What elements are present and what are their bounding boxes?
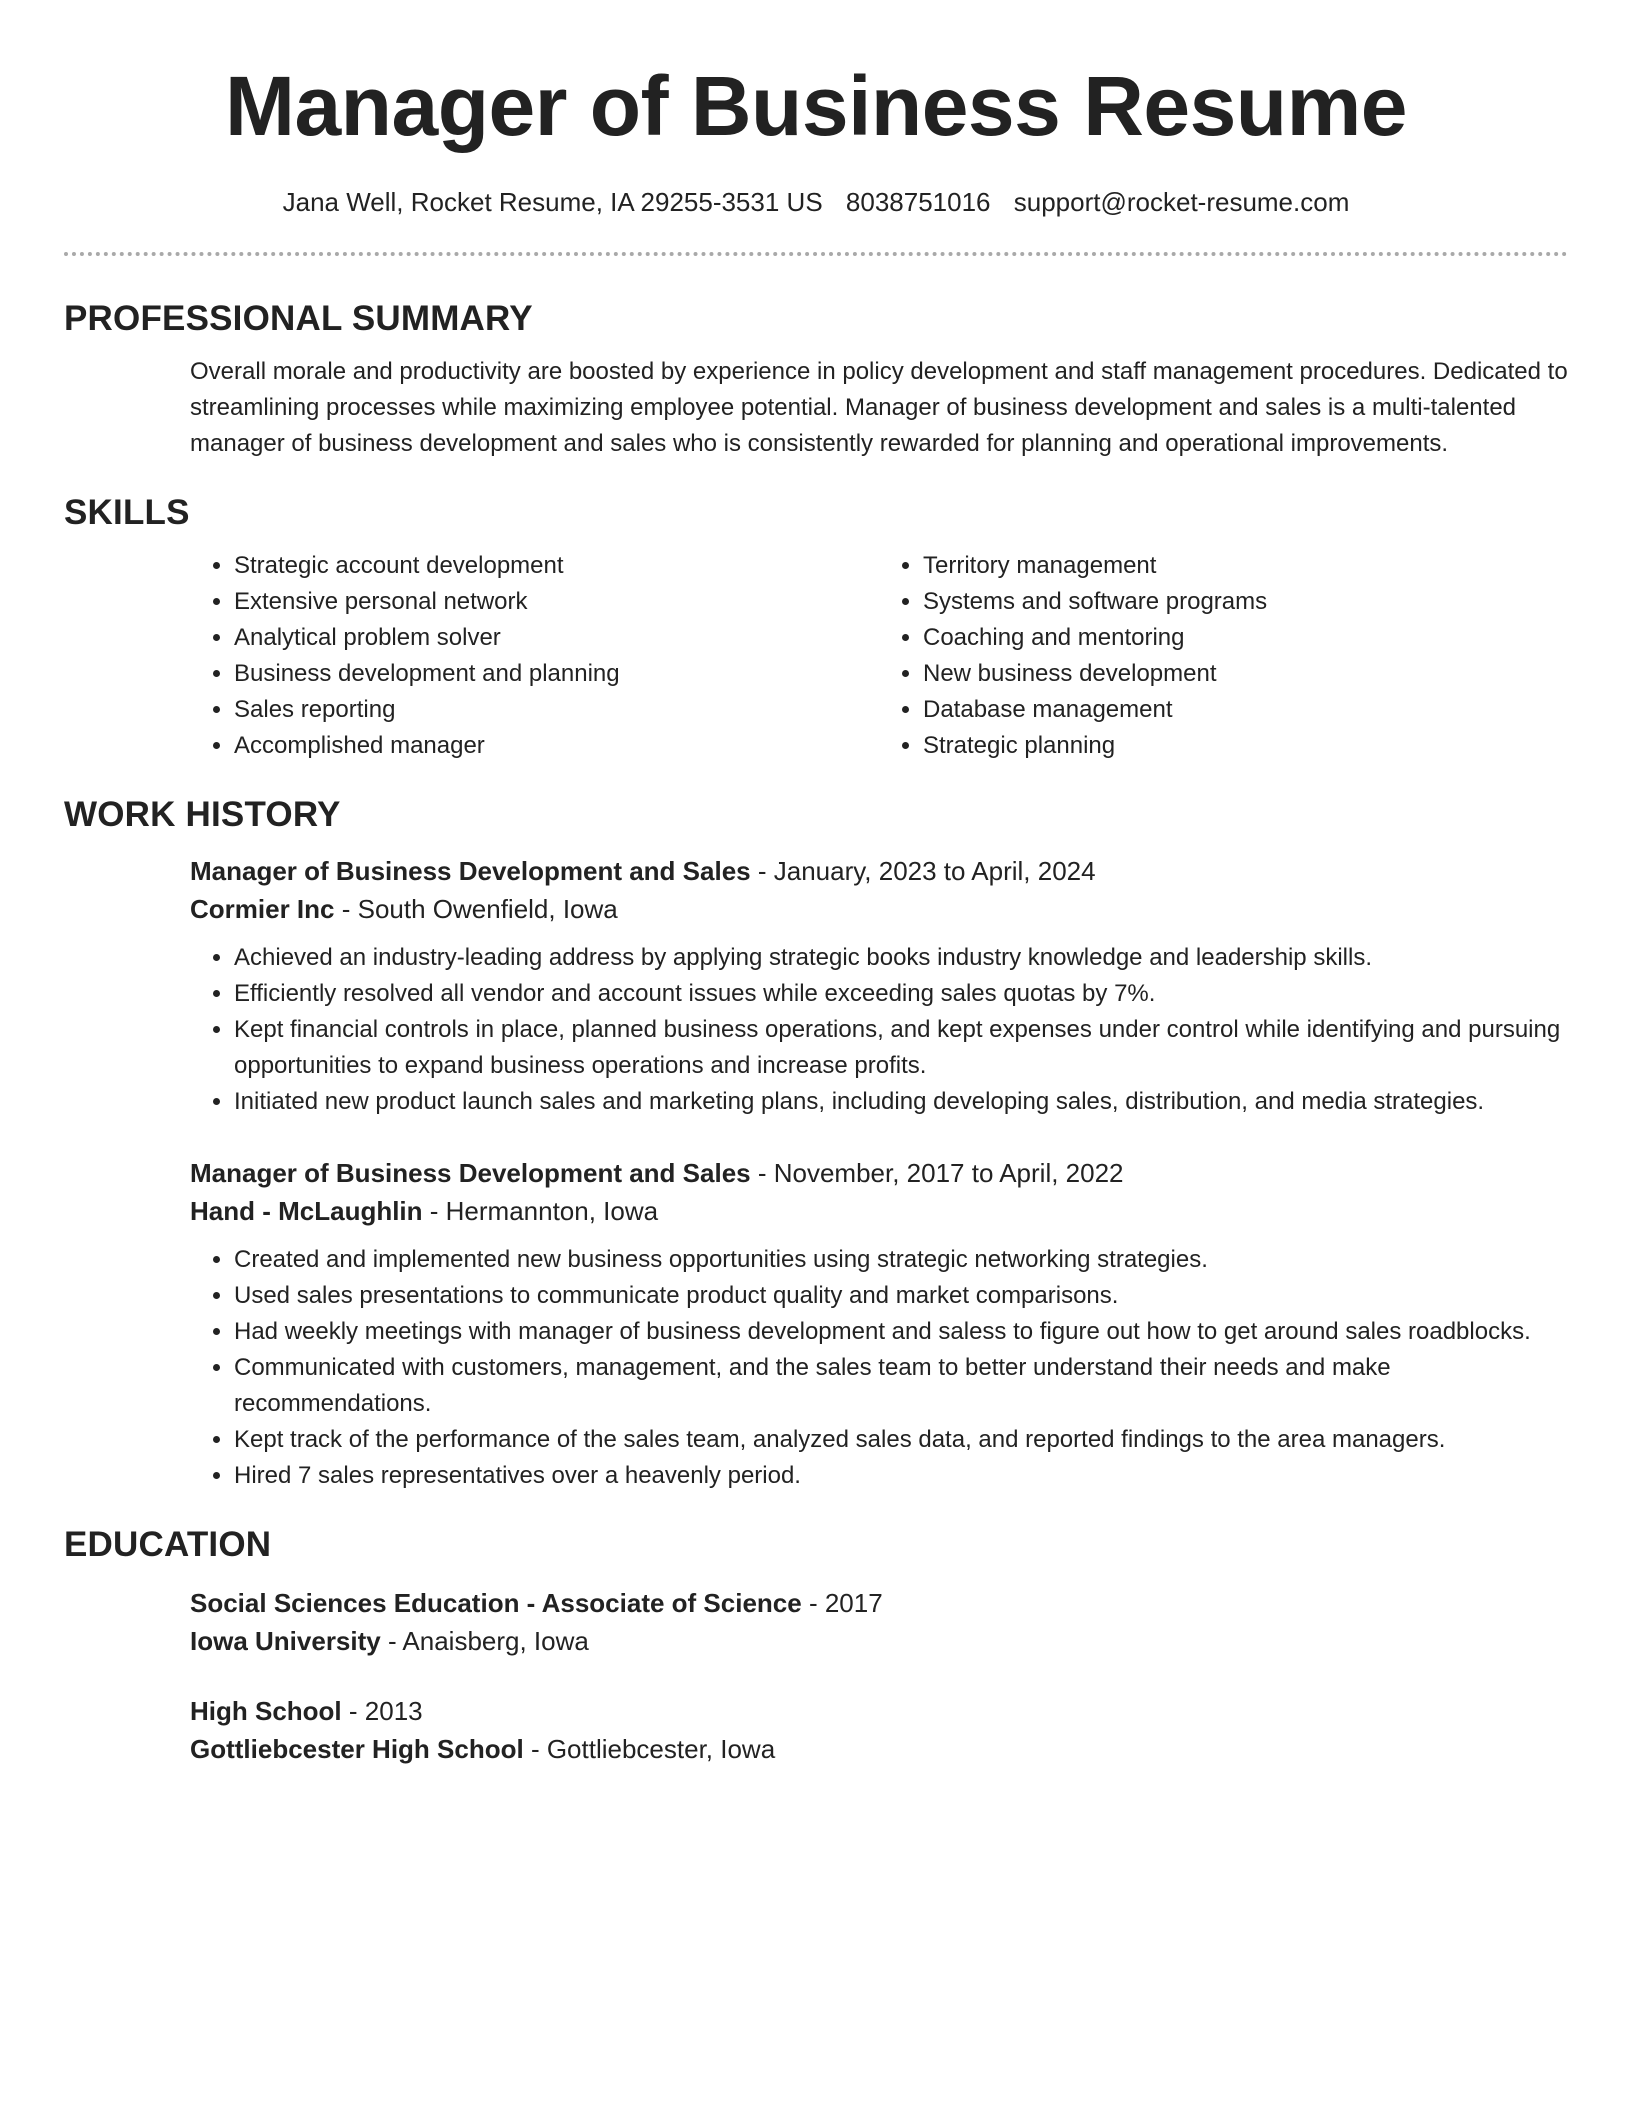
skill-item: • Extensive personal network	[234, 584, 879, 620]
job-bullet: • Initiated new product launch sales and marketing plans, including developing sales, distribution, and media strategies.	[234, 1084, 1568, 1120]
degree-name: High School	[190, 1696, 342, 1726]
job-entry	[190, 852, 1568, 1120]
education-entry	[190, 1692, 1568, 1768]
degree-year: - 2013	[341, 1696, 423, 1726]
skill-item: • Systems and software programs	[923, 584, 1568, 620]
education-entry	[190, 1584, 1568, 1660]
job-bullet: • Created and implemented new business opportunities using strategic networking strategies.	[234, 1242, 1568, 1278]
degree-name: Social Sciences Education - Associate of Science	[190, 1588, 802, 1618]
contact-phone: 8038751016	[845, 187, 991, 217]
work-history-section	[64, 794, 1568, 1494]
employer-name: Hand - McLaughlin	[190, 1196, 423, 1226]
employer-location: - South Owenfield, Iowa	[334, 894, 618, 924]
skill-item: • Territory management	[923, 548, 1568, 584]
resume-title: Manager of Business Resume	[224, 59, 1408, 153]
skill-item: • Sales reporting	[234, 692, 879, 728]
skill-item: • Strategic planning	[923, 728, 1568, 764]
degree-year: - 2017	[801, 1588, 883, 1618]
school-line	[190, 1730, 1568, 1768]
skill-item: • Business development and planning	[234, 656, 879, 692]
job-bullet: • Kept track of the performance of the sales team, analyzed sales data, and reported findings to the area managers.	[234, 1422, 1568, 1458]
school-name: Gottliebcester High School	[190, 1734, 524, 1764]
job-bullet: • Communicated with customers, management, and the sales team to better understand their needs and make recommendations.	[234, 1350, 1568, 1422]
skills-list	[190, 548, 1568, 764]
job-bullets	[190, 940, 1568, 1120]
education-heading: EDUCATION	[64, 1525, 272, 1564]
job-bullet: • Efficiently resolved all vendor and account issues while exceeding sales quotas by 7%.	[234, 976, 1568, 1012]
employer-name: Cormier Inc	[190, 894, 335, 924]
job-title-line	[190, 1154, 1568, 1192]
skill-item: • Coaching and mentoring	[923, 620, 1568, 656]
employer-line	[190, 890, 1568, 928]
skills-heading: SKILLS	[64, 493, 190, 532]
contact-address: Jana Well, Rocket Resume, IA 29255-3531 US	[282, 187, 823, 217]
job-entry	[190, 1154, 1568, 1494]
job-title: Manager of Business Development and Sales	[190, 856, 751, 886]
contact-line	[64, 186, 1568, 218]
school-location: - Anaisberg, Iowa	[380, 1626, 589, 1656]
summary-heading: PROFESSIONAL SUMMARY	[64, 299, 533, 338]
employer-location: - Hermannton, Iowa	[422, 1196, 659, 1226]
summary-text: Overall morale and productivity are boosted by experience in policy development and staff management procedures. Dedicated to streamlining processes while maximizing employee potential. Manager of business development and sales is a multi-talented manager of business development and sales who is consistently rewarded for planning and operational improvements.	[190, 358, 1568, 457]
job-bullet: • Kept financial controls in place, planned business operations, and kept expenses under control while identifying and pursuing opportunities to expand business operations and increase profits.	[234, 1012, 1568, 1084]
job-bullet: • Used sales presentations to communicate product quality and market comparisons.	[234, 1278, 1568, 1314]
job-bullet: • Achieved an industry-leading address by applying strategic books industry knowledge and leadership skills.	[234, 940, 1568, 976]
header-divider	[64, 252, 1568, 256]
degree-line	[190, 1692, 1568, 1730]
skills-column-right	[879, 548, 1568, 764]
skill-item: • Strategic account development	[234, 548, 879, 584]
school-line	[190, 1622, 1568, 1660]
job-title: Manager of Business Development and Sales	[190, 1158, 751, 1188]
skill-item: • Analytical problem solver	[234, 620, 879, 656]
contact-email: support@rocket-resume.com	[1013, 187, 1350, 217]
education-section	[64, 1524, 1568, 1768]
school-location: - Gottliebcester, Iowa	[523, 1734, 776, 1764]
skill-item: • Database management	[923, 692, 1568, 728]
summary-section	[64, 298, 1568, 462]
work-history-heading: WORK HISTORY	[64, 795, 341, 834]
skills-column-left	[190, 548, 879, 764]
employer-line	[190, 1192, 1568, 1230]
job-dates: - January, 2023 to April, 2024	[750, 856, 1096, 886]
skill-item: • Accomplished manager	[234, 728, 879, 764]
skills-section	[64, 492, 1568, 764]
degree-line	[190, 1584, 1568, 1622]
job-bullet: • Had weekly meetings with manager of business development and saless to figure out how to get around sales roadblocks.	[234, 1314, 1568, 1350]
skill-item: • New business development	[923, 656, 1568, 692]
job-bullets	[190, 1242, 1568, 1494]
job-title-line	[190, 852, 1568, 890]
school-name: Iowa University	[190, 1626, 381, 1656]
job-bullet: • Hired 7 sales representatives over a heavenly period.	[234, 1458, 1568, 1494]
job-dates: - November, 2017 to April, 2022	[750, 1158, 1124, 1188]
